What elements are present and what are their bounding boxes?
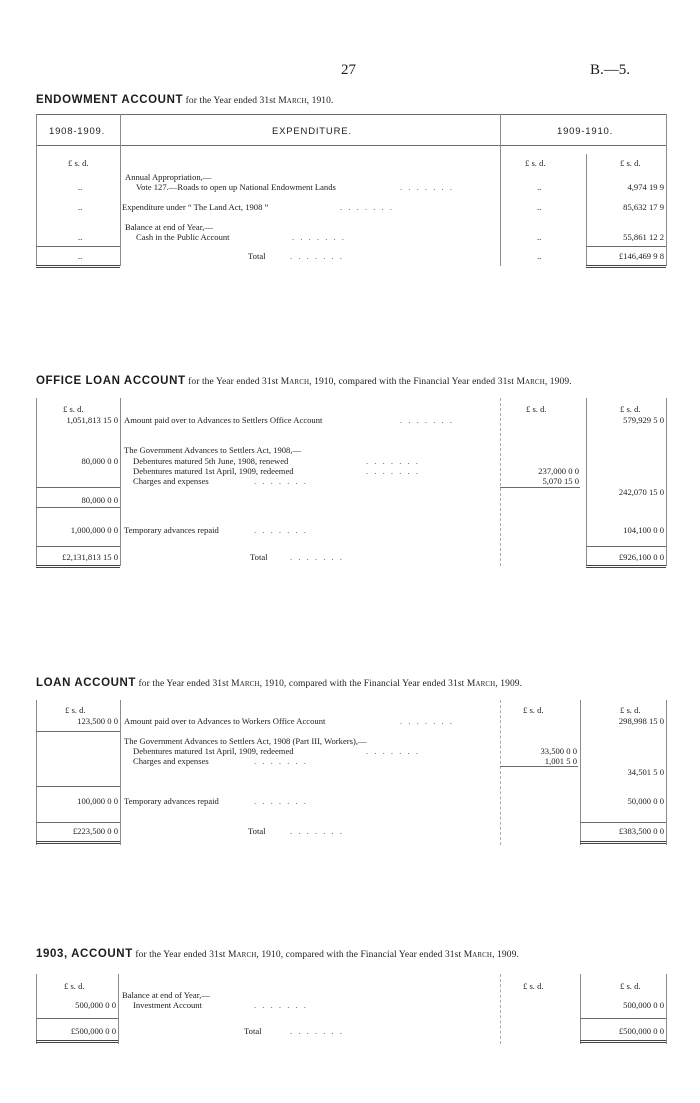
temp-label: Temporary advances repaid [124, 525, 219, 535]
deb-renewed-label: Debentures matured 5th June, 1908, renewed [133, 456, 289, 466]
charges-amount: 1,001 5 0 [544, 756, 577, 766]
total-prev-amount: £500,000 0 0 [70, 1026, 116, 1036]
table-rule [36, 265, 120, 268]
unit-label: £ s. d. [620, 158, 641, 168]
table-rule [586, 246, 666, 247]
table-rule [666, 398, 667, 566]
loan-title [36, 677, 522, 689]
temp-curr-amount: 50,000 0 0 [627, 796, 664, 806]
table-rule [586, 565, 666, 568]
table-rule [666, 114, 667, 266]
title-text: , 1910, compared with the Financial Year ended 31st [256, 950, 462, 960]
total-label: Total [244, 1026, 262, 1036]
title-month: March [280, 377, 310, 387]
table-rule [36, 1018, 118, 1019]
leader-dots: . . . . . . . [290, 1026, 344, 1036]
leader-dots: . . . . . . . [340, 202, 394, 212]
vote-127-label: Vote 127.—Roads to open up National Endowment Lands [136, 182, 336, 192]
title-month: March [278, 96, 307, 106]
table-rule [500, 974, 501, 1044]
table-rule [36, 565, 120, 568]
title-text: , 1910, compared with the Financial Year ended 31st [259, 679, 465, 689]
title-text: , 1910, compared with the Financial Year ended 31st [309, 377, 514, 387]
ditto-mark: .. [537, 251, 542, 261]
ditto-mark: .. [78, 202, 83, 212]
table-rule [36, 822, 120, 823]
table-rule [580, 822, 666, 823]
unit-label: £ s. d. [63, 404, 84, 414]
leader-dots: . . . . . . . [254, 1000, 308, 1010]
ditto-mark: .. [78, 182, 83, 192]
row1-prev-amount: 123,500 0 0 [77, 716, 118, 726]
table-rule [586, 398, 587, 566]
table-rule [36, 546, 120, 547]
investment-prev-amount: 500,000 0 0 [75, 1000, 116, 1010]
page-number: 27 [341, 62, 356, 78]
charges-amount: 5,070 15 0 [542, 476, 579, 486]
title-text: for the Year ended 31st [185, 96, 276, 106]
land-act-amount: 85,632 17 9 [623, 202, 664, 212]
land-act-label: Expenditure under “ The Land Act, 1908 ” [122, 202, 269, 212]
table-rule [36, 145, 666, 146]
deb-redeemed-label: Debentures matured 1st April, 1909, redeemed [133, 746, 294, 756]
leader-dots: . . . . . . . [366, 456, 420, 466]
table-rule [666, 700, 667, 845]
unit-label: £ s. d. [65, 705, 86, 715]
table-rule [500, 700, 501, 845]
title-month: March [516, 377, 545, 387]
cash-amount: 55,861 12 2 [623, 232, 664, 242]
table-rule [36, 487, 120, 488]
table-rule [580, 841, 666, 844]
act-prev-total: 80,000 0 0 [81, 495, 118, 505]
acct-1903-title [36, 948, 519, 960]
act-curr-amount: 34,501 5 0 [627, 767, 664, 777]
ditto-mark: .. [537, 182, 542, 192]
table-rule [580, 700, 581, 845]
table-rule [586, 154, 587, 266]
table-rule [36, 114, 666, 115]
endowment-title [36, 94, 333, 106]
total-curr-amount: £500,000 0 0 [618, 1026, 664, 1036]
table-rule [36, 786, 120, 787]
leader-dots: . . . . . . . [254, 756, 308, 766]
leader-dots: . . . . . . . [400, 415, 454, 425]
table-rule [36, 507, 120, 508]
ditto-mark: .. [537, 202, 542, 212]
row1-prev-amount: 1,051,813 15 0 [66, 415, 118, 425]
table-rule [586, 265, 666, 268]
total-curr-amount: £383,500 0 0 [618, 826, 664, 836]
investment-label: Investment Account [133, 1000, 202, 1010]
leader-dots: . . . . . . . [400, 716, 454, 726]
row1-curr-amount: 579,929 5 0 [623, 415, 664, 425]
unit-label: £ s. d. [523, 705, 544, 715]
temp-prev-amount: 100,000 0 0 [77, 796, 118, 806]
vote-127-amount: 4,974 19 9 [627, 182, 664, 192]
unit-label: £ s. d. [523, 981, 544, 991]
title-text: for the Year ended 31st [138, 679, 229, 689]
ditto-mark: .. [78, 251, 83, 261]
total-label: Total [250, 552, 268, 562]
balance-label: Balance at end of Year,— [122, 990, 210, 1000]
act-label: The Government Advances to Settlers Act, 1908,— [124, 445, 302, 455]
deb-redeemed-amount: 237,000 0 0 [538, 466, 579, 476]
deb-renewed-prev: 80,000 0 0 [81, 456, 118, 466]
table-rule [580, 1040, 666, 1043]
title-text: , 1909. [495, 679, 523, 689]
total-prev-amount: £223,500 0 0 [72, 826, 118, 836]
act-label: The Government Advances to Settlers Act, 1908 (Part III, Workers),— [124, 736, 367, 746]
table-rule [120, 398, 121, 566]
charges-label: Charges and expenses [133, 756, 209, 766]
title-text: for the Year ended 31st [188, 377, 279, 387]
row1-curr-amount: 298,998 15 0 [618, 716, 664, 726]
leader-dots: . . . . . . . [290, 826, 344, 836]
charges-label: Charges and expenses [133, 476, 209, 486]
table-rule [118, 974, 119, 1044]
table-rule [36, 731, 120, 732]
loan-title-bold: LOAN ACCOUNT [36, 677, 137, 689]
total-curr-amount: £926,100 0 0 [618, 552, 664, 562]
investment-curr-amount: 500,000 0 0 [623, 1000, 664, 1010]
table-rule [36, 841, 120, 844]
leader-dots: . . . . . . . [366, 746, 420, 756]
table-rule [580, 1018, 666, 1019]
title-month: March [231, 679, 260, 689]
unit-label: £ s. d. [620, 404, 641, 414]
row1-label: Amount paid over to Advances to Workers Office Account [124, 716, 326, 726]
leader-dots: . . . . . . . [290, 251, 344, 261]
unit-label: £ s. d. [620, 981, 641, 991]
unit-label: £ s. d. [526, 404, 547, 414]
leader-dots: . . . . . . . [290, 552, 344, 562]
temp-curr-amount: 104,100 0 0 [623, 525, 664, 535]
leader-dots: . . . . . . . [254, 525, 308, 535]
total-prev-amount: £2,131,813 15 0 [62, 552, 118, 562]
table-rule [36, 114, 37, 266]
unit-label: £ s. d. [64, 981, 85, 991]
table-rule [500, 487, 580, 488]
col-header-1909-1910: 1909-1910. [557, 126, 614, 137]
unit-label: £ s. d. [68, 158, 89, 168]
row1-label: Amount paid over to Advances to Settlers Office Account [124, 415, 323, 425]
deb-redeemed-label: Debentures matured 1st April, 1909, redeemed [133, 466, 294, 476]
balance-label: Balance at end of Year,— [125, 222, 213, 232]
table-rule [586, 546, 666, 547]
annual-appropriation-label: Annual Appropriation,— [125, 172, 212, 182]
title-month: March [466, 679, 496, 689]
leader-dots: . . . . . . . [366, 466, 420, 476]
cash-label: Cash in the Public Account [136, 232, 230, 242]
act-curr-amount: 242,070 15 0 [618, 487, 664, 497]
leader-dots: . . . . . . . [254, 796, 308, 806]
unit-label: £ s. d. [525, 158, 546, 168]
table-rule [500, 398, 501, 566]
leader-dots: . . . . . . . [400, 182, 454, 192]
table-rule [120, 700, 121, 845]
table-rule [36, 246, 120, 247]
title-text: , 1909. [544, 377, 572, 387]
table-rule [120, 114, 121, 266]
title-text: for the Year ended 31st [135, 950, 226, 960]
total-amount: £146,469 9 8 [618, 251, 664, 261]
title-month: March [227, 950, 257, 960]
document-reference: B.—5. [590, 62, 631, 78]
office-loan-title [36, 375, 572, 387]
office-loan-title-bold: OFFICE LOAN ACCOUNT [36, 375, 186, 387]
unit-label: £ s. d. [620, 705, 641, 715]
table-rule [580, 974, 581, 1044]
deb-redeemed-amount: 33,500 0 0 [540, 746, 577, 756]
leader-dots: . . . . . . . [292, 232, 346, 242]
table-rule [666, 974, 667, 1044]
col-header-expenditure: EXPENDITURE. [272, 126, 352, 137]
temp-label: Temporary advances repaid [124, 796, 219, 806]
title-text: , 1909. [492, 950, 519, 960]
total-label: Total [248, 826, 266, 836]
total-label: Total [248, 251, 266, 261]
temp-prev-amount: 1,000,000 0 0 [70, 525, 118, 535]
title-month: March [463, 950, 493, 960]
table-rule [500, 114, 501, 266]
title-text: , 1910. [306, 96, 334, 106]
ditto-mark: .. [78, 232, 83, 242]
ditto-mark: .. [537, 232, 542, 242]
acct-1903-title-bold: 1903, ACCOUNT [36, 948, 133, 960]
table-rule [36, 1040, 118, 1043]
col-header-1908-1909: 1908-1909. [49, 126, 106, 137]
leader-dots: . . . . . . . [254, 476, 308, 486]
table-rule [500, 766, 578, 767]
endowment-title-bold: ENDOWMENT ACCOUNT [36, 94, 184, 106]
